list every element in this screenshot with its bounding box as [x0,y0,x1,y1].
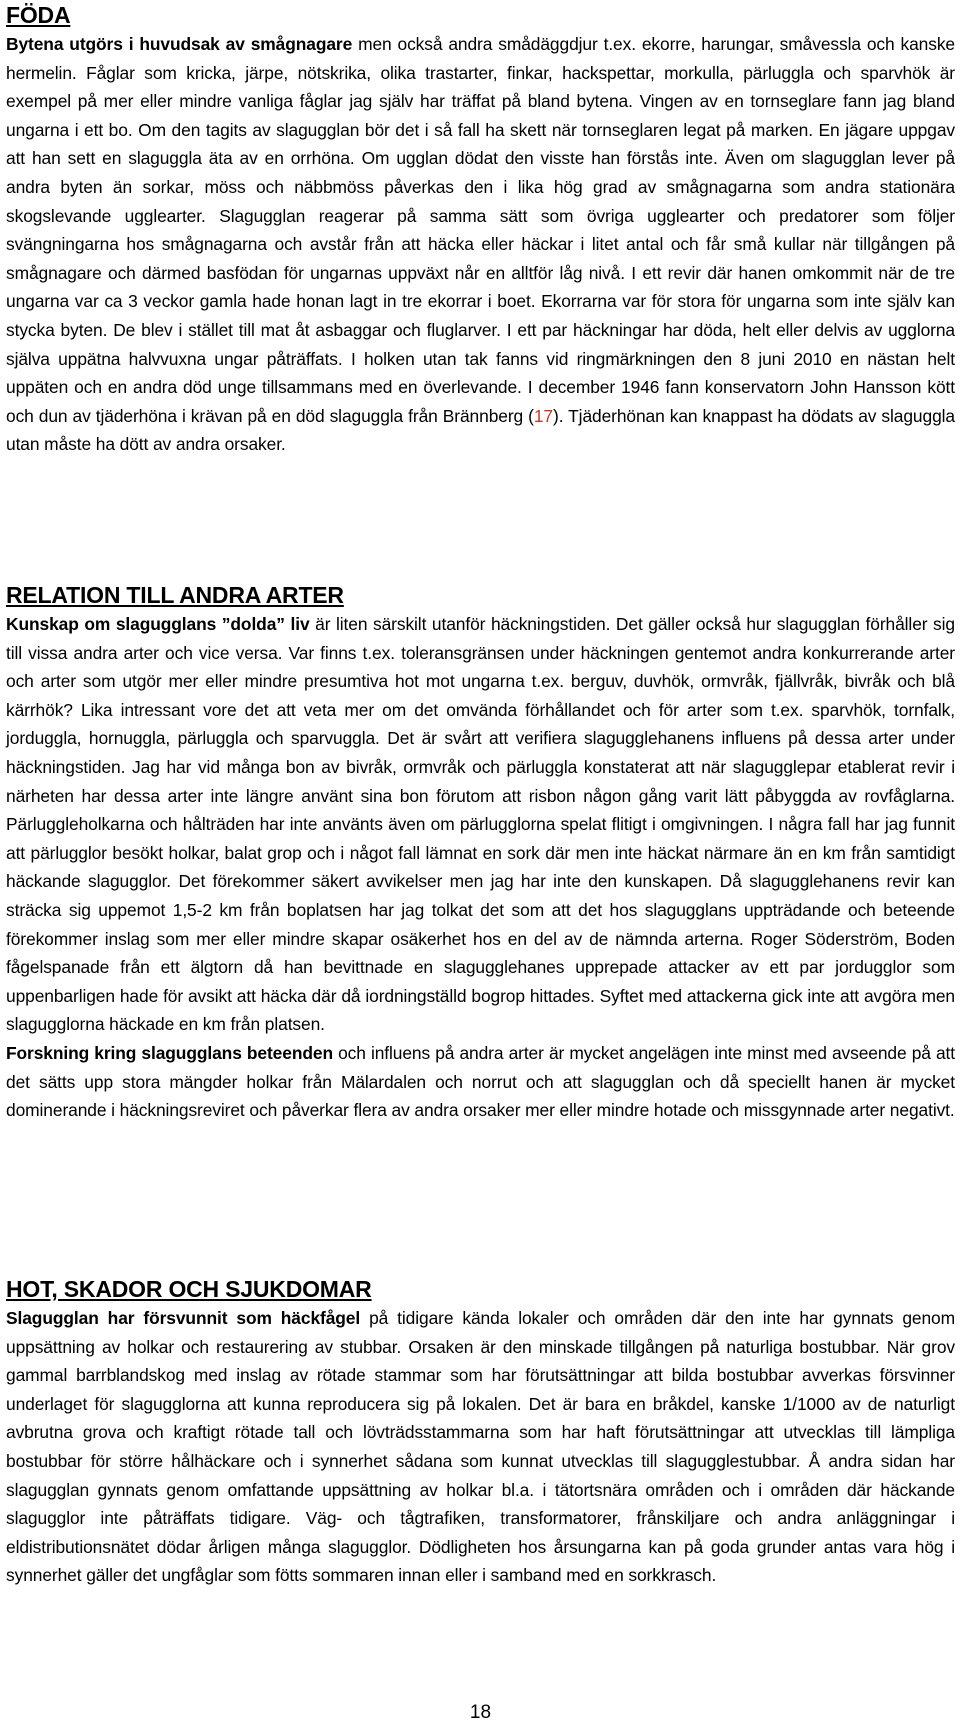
reference-link[interactable]: 17 [533,405,553,426]
paragraph-relations-1 [6,610,955,1039]
document-page [6,0,955,1730]
lead-bold-relations-2: Forskning kring slagugglans beteenden [6,1042,333,1063]
paragraph-food-text-b: ). Tjäderhönan kan knappast ha dödats av slaguggla utan måste ha dött av andra orsaker. [6,405,955,455]
paragraph-threats-text: på tidigare kända lokaler och områden där den inte har gynnats genom uppsättning av holkar och restaurering av stubbar. Orsaken är den minskade tillgången på naturliga bostubbar. När grov gammal barrblandskog med inslag av rötade stammar som har förutsättningar att bilda bostubbar avverkas försvinner underlaget för slagugglorna att kunna reproducera sig på lokalen. Det är bara en bråkdel, kanske 1/1000 av de naturligt avbrutna grova och kraftigt rötade tall och lövträdsstammarna som har haft förutsättningar att utvecklas till lämpliga bostubbar för större hålhäckare och i synnerhet sådana som kunnat utvecklas till slagugglestubbar. Å andra sidan har slagugglan gynnats genom omfattande uppsättning av holkar bl.a. i tätortsnära områden och i områden där häckande slagugglor inte påträffats tidigare. Väg- och tågtrafiken, transformatorer, frånskiljare och andra anläggningar i eldistributionsnätet dödar årligen många slagugglor. Dödligheten hos årsungarna kan på goda grunder antas vara hög i synnerhet gäller det ungfåglar som fötts sommaren innan eller i samband med en sorkkrasch. [6,1308,955,1586]
section-food [6,0,955,459]
section-heading-relations: RELATION TILL ANDRA ARTER [6,582,344,608]
section-heading-threats: HOT, SKADOR OCH SJUKDOMAR [6,1276,372,1302]
lead-bold-threats: Slagugglan har försvunnit som häckfågel [6,1308,361,1328]
paragraph-relations-2 [6,1039,955,1125]
paragraph-food-text-a: men också andra smådäggdjur t.ex. ekorre, harungar, småvessla och kanske hermelin. Fåglar som kricka, järpe, nötskrika, olika trastarter, finkar, hackspettar, morkulla, pärluggla och sparvhök är exempel på mer eller mindre vanliga fåglar jag själv har träffat på bland bytena. Vingen av en tornseglare fann jag bland ungarna i ett bo. Om den tagits av slagugglan bör det i så fall ha skett när tornseglaren legat på marken. En jägare uppgav att han sett en slaguggla äta av en orrhöna. Om ugglan dödat den visste han förstås inte. Även om slagugglan lever på andra byten än sorkar, möss och näbbmöss påverkas den i lika hög grad av smågnagarna som andra stationära skogslevande ugglearter. Slagugglan reagerar på samma sätt som övriga ugglearter och predatorer som följer svängningarna hos smågnagarna och avstår från att häcka eller häckar i litet antal och får små kullar när tillgången på smågnagare och därmed basfödan för ungarnas uppväxt når en alltför låg nivå. I ett revir där hanen omkommit när de tre ungarna var ca 3 veckor gamla hade honan lagt in tre ekorrar i boet. Ekorrarna var för stora för ungarna som inte själv kan stycka byten. De blev i stället till mat åt asbaggar och fluglarver. I ett par häckningar har döda, helt eller delvis av ugglorna själva uppätna halvvuxna ungar påträffats. I holken utan tak fanns vid ringmärkningen den 8 juni 2010 en nästan helt uppäten och en andra död unge tillsammans med en överlevande. I december 1946 fann konservatorn John Hansson kött och dun av tjäderhöna i krävan på en död slaguggla från Brännberg ( [6,34,955,426]
paragraph-relations-2-text: och influens på andra arter är mycket angelägen inte minst med avseende på att det sätts upp stora mängder holkar från Mälardalen och norrut och att slagugglan och då speciellt hanen är mycket dominerande i häckningsreviret och påverkar flera av andra orsaker mer eller mindre hotade och missgynnade arter negativt. [6,1042,955,1121]
paragraph-food [6,30,955,459]
paragraph-relations-1-text: är liten särskilt utanför häckningstiden. Det gäller också hur slagugglan förhåller sig till vissa andra arter och vice versa. Var finns t.ex. toleransgränsen under häckningen gentemot andra konkurrerande arter och arter som utgör mer eller mindre presumtiva hot mot ungarna t.ex. berguv, duvhök, ormvråk, fjällvråk, bivråk och blå kärrhök? Lika intressant vore det att veta mer om det omvända förhållandet och för arter som t.ex. sparvhök, tornfalk, jorduggla, hornuggla, pärluggla och sparvuggla. Det är svårt att verifiera slagugglehanens influens på dessa arter under häckningstiden. Jag har vid många bon av bivråk, ormvråk och pärluggla konstaterat att när slagugglepar etablerat revir i närheten har dessa arter inte längre använt sina bon förutom att risbon någon gång varit lätt påbyggda av rovfåglarna. Pärluggleholkarna och hålträden har inte använts även om pärlugglorna spelat flitigt i omgivningen. I några fall har jag funnit att pärlugglor besökt holkar, balat grop och i något fall lämnat en sork där men inte häckat närmare än en km från samtidigt häckande slagugglor. Det förekommer säkert avvikelser men jag har inte den kunskapen. Då slagugglehanens revir kan sträcka sig uppemot 1,5-2 km från boplatsen har jag tolkat det som att det hos slagugglans uppträdande och beteende förekommer inslag som mer eller mindre skapar osäkerhet hos en del av de nämnda arterna. Roger Söderström, Boden fågelspanade från ett älgtorn då han bevittnade en slagugglehanes upprepade attacker av ett par jordugglor som uppenbarligen hade för avsikt att häcka där då iordningställd bogrop hittades. Syftet med attackerna gick inte att avgöra men slagugglorna häckade en km från platsen. [6,614,955,1035]
page-number: 18 [469,1702,492,1723]
section-relations [6,580,955,1125]
section-threats [6,1274,955,1590]
paragraph-threats [6,1304,955,1590]
section-heading-food: FÖDA [6,2,71,28]
lead-bold-relations-1: Kunskap om slagugglans ”dolda” liv [6,614,310,634]
lead-bold-food: Bytena utgörs i huvudsak av smågnagare [6,34,353,54]
